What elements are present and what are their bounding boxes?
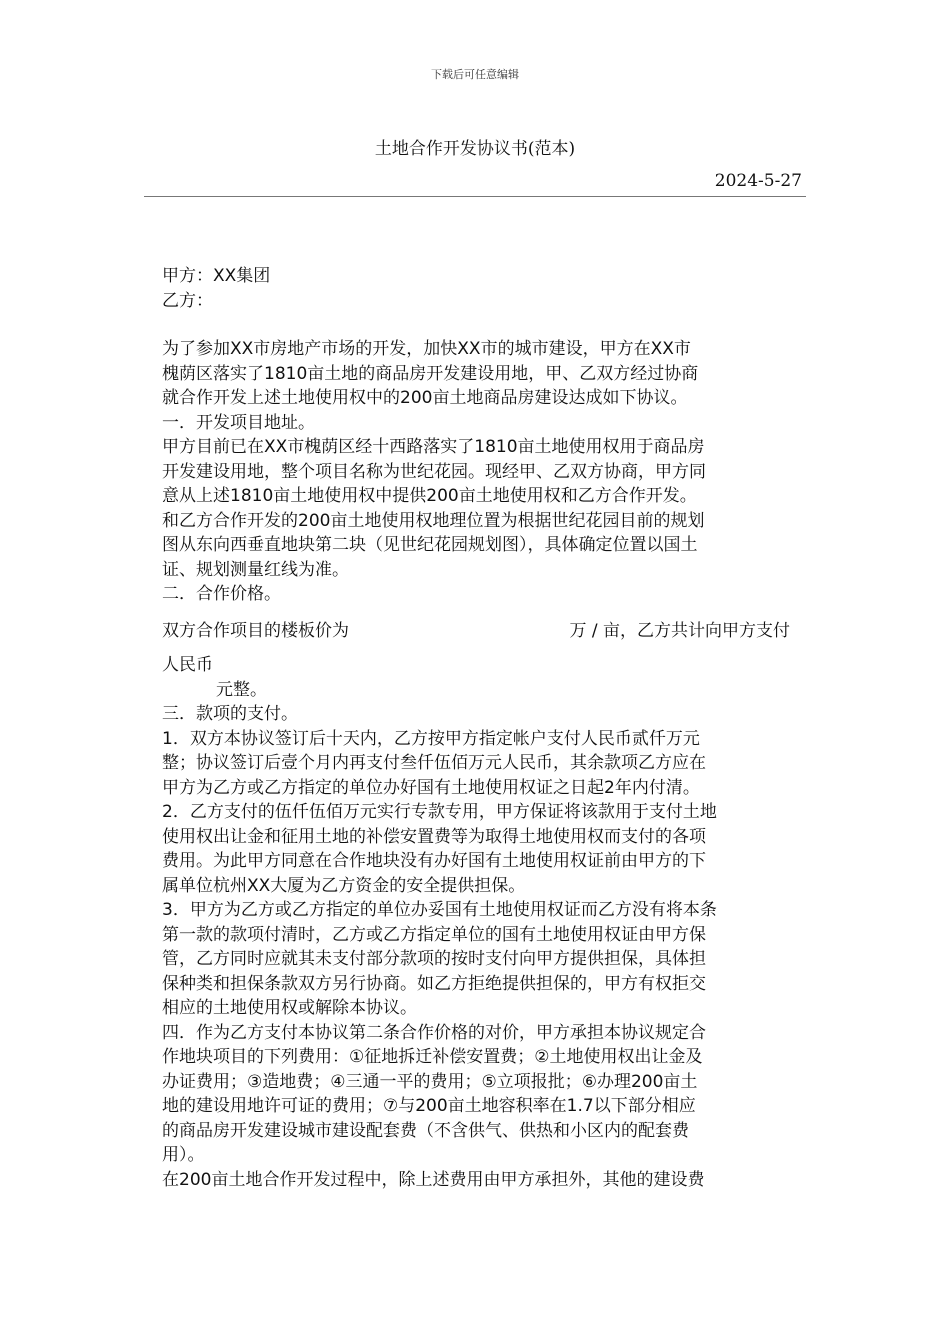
section1-line: 图从东向西垂直地块第二块（见世纪花园规划图），具体确定位置以国土 [162, 535, 698, 555]
section4-line: 作地块项目的下列费用：①征地拆迁补偿安置费；②土地使用权出让金及 [162, 1047, 703, 1067]
document-body [162, 264, 790, 1192]
party-b: 乙方： [162, 290, 213, 311]
section1-line: 证、规划测量红线为准。 [162, 559, 349, 580]
section1-line: 甲方目前已在XX市槐荫区经十西路落实了1810亩土地使用权用于商品房 [162, 437, 705, 457]
section4-line: 的商品房开发建设城市建设配套费（不含供气、供热和小区内的配套费 [162, 1120, 689, 1141]
price-suffix: 元整。 [216, 679, 267, 700]
preamble-line: 槐荫区落实了1810亩土地的商品房开发建设用地，甲、乙双方经过协商 [162, 363, 699, 384]
section1-line: 开发建设用地，整个项目名称为世纪花园。现经甲、乙双方协商，甲方同 [162, 461, 706, 482]
price-label: 双方合作项目的楼板价为 [162, 620, 349, 641]
preamble-line: 就合作开发上述土地使用权中的200亩土地商品房建设达成如下协议。 [162, 388, 688, 408]
price-unit: 万 / 亩，乙方共计向甲方支付 [569, 620, 790, 641]
price-line [162, 619, 790, 644]
section3-line: 管，乙方同时应就其未支付部分款项的按时支付向甲方提供担保，具体担 [162, 949, 706, 969]
section3-line: 相应的土地使用权或解除本协议。 [162, 998, 417, 1018]
section4-line: 用）。 [162, 1145, 205, 1165]
section3-line: 使用权出让金和征用土地的补偿安置费等为取得土地使用权而支付的各项 [162, 826, 706, 847]
document-date: 2024-5-27 [714, 171, 802, 191]
section3-line: 甲方为乙方或乙方指定的单位办好国有土地使用权证之日起2年内付清。 [162, 777, 700, 798]
section3-line: 1．双方本协议签订后十天内，乙方按甲方指定帐户支付人民币贰仟万元 [162, 728, 700, 749]
header-divider [144, 196, 806, 197]
section4-line: 四．作为乙方支付本协议第二条合作价格的对价，甲方承担本协议规定合 [162, 1022, 706, 1043]
section3-heading: 三．款项的支付。 [162, 704, 298, 724]
price-currency: 人民币 [162, 655, 213, 675]
section3-line: 属单位杭州XX大厦为乙方资金的安全提供担保。 [162, 875, 526, 896]
party-a: 甲方：XX集团 [162, 266, 271, 286]
section4-line: 办证费用；③造地费；④三通一平的费用；⑤立项报批；⑥办理200亩土 [162, 1071, 698, 1092]
section4-line: 在200亩土地合作开发过程中，除上述费用由甲方承担外，其他的建设费 [162, 1169, 705, 1190]
section4-line: 地的建设用地许可证的费用；⑦与200亩土地容积率在1.7以下部分相应 [162, 1096, 696, 1116]
section1-line: 和乙方合作开发的200亩土地使用权地理位置为根据世纪花园目前的规划 [162, 510, 705, 531]
section3-line: 费用。为此甲方同意在合作地块没有办好国有土地使用权证前由甲方的下 [162, 851, 706, 871]
section3-line: 3．甲方为乙方或乙方指定的单位办妥国有土地使用权证而乙方没有将本条 [162, 900, 717, 920]
header-watermark: 下载后可任意编辑 [431, 68, 519, 81]
section3-line: 保种类和担保条款双方另行协商。如乙方拒绝提供担保的，甲方有权拒交 [162, 973, 706, 994]
section1-heading: 一．开发项目地址。 [162, 412, 315, 433]
preamble-line: 为了参加XX市房地产市场的开发，加快XX市的城市建设，甲方在XX市 [162, 339, 691, 359]
section3-line: 2．乙方支付的伍仟伍佰万元实行专款专用，甲方保证将该款用于支付土地 [162, 802, 717, 822]
section3-line: 整；协议签订后壹个月内再支付叁仟伍佰万元人民币，其余款项乙方应在 [162, 753, 706, 773]
document-title: 土地合作开发协议书(范本) [374, 139, 576, 159]
section2-heading: 二．合作价格。 [162, 584, 281, 604]
spacer [162, 313, 790, 337]
section3-line: 第一款的款项付清时，乙方或乙方指定单位的国有土地使用权证由甲方保 [162, 924, 706, 945]
section1-line: 意从上述1810亩土地使用权中提供200亩土地使用权和乙方合作开发。 [162, 486, 697, 506]
